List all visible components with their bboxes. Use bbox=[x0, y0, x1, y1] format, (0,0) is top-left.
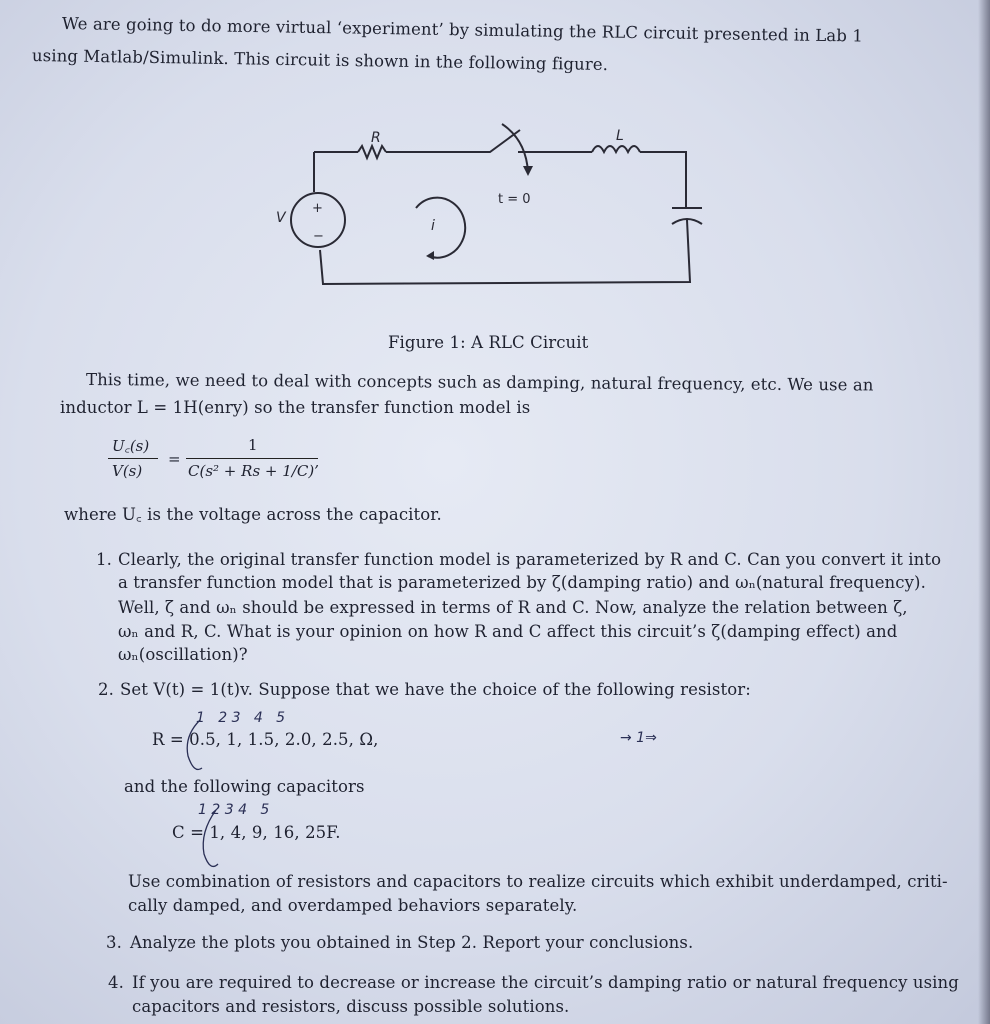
rhs-denominator: C(s² + Rs + 1/C)’ bbox=[188, 462, 319, 480]
label-V: V bbox=[276, 210, 286, 226]
lhs-denominator: V(s) bbox=[112, 462, 143, 480]
capacitor-values: C = 1, 4, 9, 16, 25F. bbox=[172, 823, 341, 842]
item-1-line: Well, ζ and ωₙ should be expressed in terms of R and C. Now, analyze the relation between ζ, bbox=[118, 598, 908, 617]
item-1-line: ωₙ and R, C. What is your opinion on how R and C affect this circuit’s ζ(damping effect) and bbox=[118, 622, 898, 641]
handwritten-circle-capacitor bbox=[196, 806, 236, 876]
equals-sign: = bbox=[168, 450, 181, 468]
label-minus: − bbox=[313, 229, 324, 244]
handwritten-resistor-numbering: 1 2 3 4 5 bbox=[196, 710, 286, 726]
label-plus: + bbox=[312, 201, 323, 216]
item-4-number: 4. bbox=[108, 973, 124, 992]
figure-caption: Figure 1: A RLC Circuit bbox=[388, 333, 589, 352]
where-line: where U꜀ is the voltage across the capacitor. bbox=[64, 505, 442, 524]
item-1-number: 1. bbox=[96, 550, 112, 569]
item-3-number: 3. bbox=[106, 933, 122, 952]
resistor-values: R = 0.5, 1, 1.5, 2.0, 2.5, Ω, bbox=[152, 730, 379, 749]
item-4-line: capacitors and resistors, discuss possible solutions. bbox=[132, 997, 570, 1016]
intro-line-1: We are going to do more virtual ‘experiment’ by simulating the RLC circuit presented in Lab 1 bbox=[61, 14, 864, 46]
switch-arrow bbox=[502, 124, 528, 172]
rhs-numerator: 1 bbox=[248, 436, 258, 454]
label-L: L bbox=[616, 128, 624, 144]
label-i: i bbox=[431, 218, 435, 234]
page-edge-shadow bbox=[978, 0, 990, 1024]
handwritten-circle-resistor bbox=[180, 716, 220, 776]
rlc-circuit-diagram bbox=[230, 110, 730, 310]
label-R: R bbox=[371, 130, 381, 146]
item-2-number: 2. bbox=[98, 680, 114, 699]
current-loop-arrow bbox=[416, 198, 465, 258]
item-1-line: a transfer function model that is parameterized by ζ(damping ratio) and ωₙ(natural frequency). bbox=[118, 573, 926, 592]
lhs-numerator: U꜀(s) bbox=[112, 437, 150, 455]
item-1-line: Clearly, the original transfer function model is parameterized by R and C. Can you convert it into bbox=[118, 550, 942, 569]
handwritten-side-note: → 1⇒ bbox=[620, 730, 657, 746]
para-line-1: This time, we need to deal with concepts such as damping, natural frequency, etc. We use an bbox=[85, 370, 874, 395]
para-line-2: inductor L = 1H(enry) so the transfer function model is bbox=[60, 398, 531, 417]
intro-line-2: using Matlab/Simulink. This circuit is shown in the following figure. bbox=[31, 46, 609, 75]
handwritten-capacitor-numbering: 1 2 3 4 5 bbox=[198, 802, 270, 818]
resistor-symbol bbox=[358, 146, 386, 158]
item-2-after-line: cally damped, and overdamped behaviors separately. bbox=[128, 896, 578, 915]
item-2-after-line: Use combination of resistors and capacitors to realize circuits which exhibit underdamped, criti- bbox=[128, 872, 948, 891]
inductor-symbol bbox=[592, 146, 640, 152]
item-3-line: Analyze the plots you obtained in Step 2. Report your conclusions. bbox=[130, 933, 694, 952]
label-switch-time: t = 0 bbox=[498, 192, 531, 207]
capacitor-intro: and the following capacitors bbox=[124, 777, 365, 796]
item-4-line: If you are required to decrease or increase the circuit’s damping ratio or natural frequency using bbox=[132, 973, 959, 992]
item-2-line: Set V(t) = 1(t)v. Suppose that we have the choice of the following resistor: bbox=[120, 680, 751, 699]
item-1-line: ωₙ(oscillation)? bbox=[118, 645, 248, 664]
